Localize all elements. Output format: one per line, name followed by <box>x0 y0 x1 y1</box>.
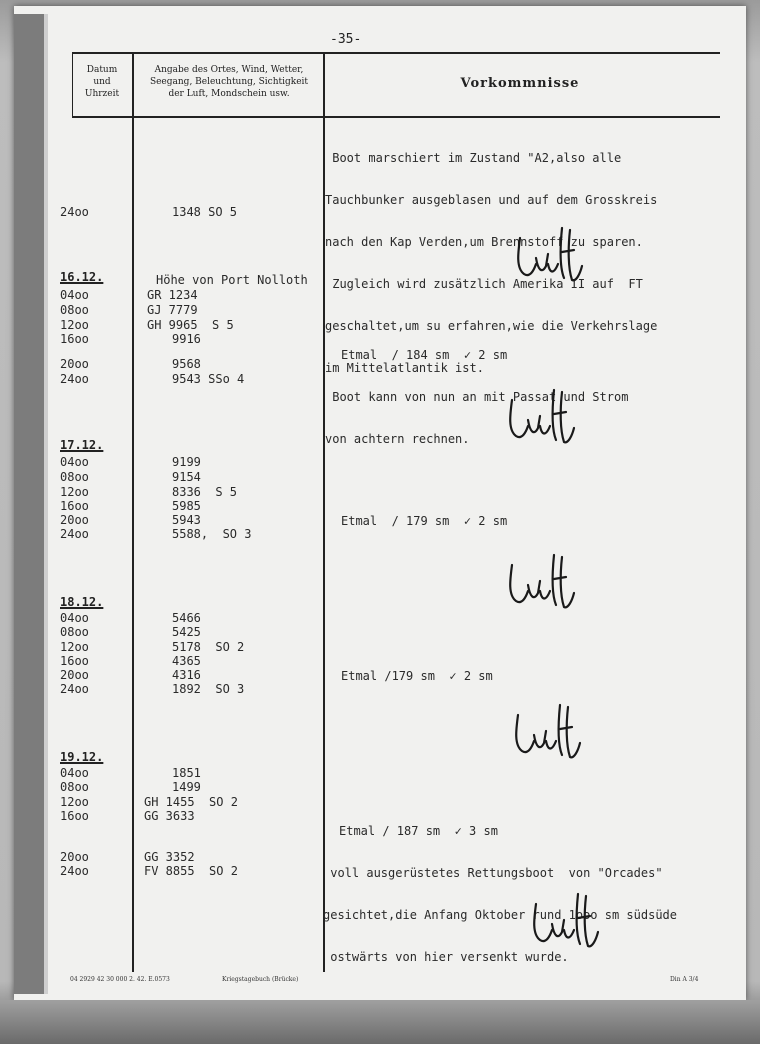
intro-line: geschaltet,um su erfahren,wie die Verkehrslage <box>325 319 658 333</box>
row-time: 08oo <box>60 625 89 639</box>
row-position: 9916 <box>172 332 201 346</box>
row-position: 1892 SO 3 <box>172 682 245 696</box>
intro-line: nach den Kap Verden,um Brennstoff zu sparen. <box>325 235 643 249</box>
row-position: 1851 <box>172 766 201 780</box>
signature-drawing <box>508 695 598 765</box>
binding-edge <box>44 14 48 994</box>
table-column-divider-1 <box>132 52 134 972</box>
table-top-rule <box>72 52 720 54</box>
row-time: 12oo <box>60 640 89 654</box>
row-time: 16oo <box>60 809 89 823</box>
day-date: 18.12. <box>60 595 104 609</box>
day-header-position: Höhe von Port Nolloth <box>156 273 308 287</box>
row-position: FV 8855 SO 2 <box>144 864 238 878</box>
intro-line: im Mittelatlantik ist. <box>325 361 484 375</box>
row-time: 20oo <box>60 850 89 864</box>
row-position: GH 9965 S 5 <box>147 318 234 332</box>
day-incidents <box>323 796 677 978</box>
row-time: 12oo <box>60 795 89 809</box>
row-position: 4316 <box>172 668 201 682</box>
row-time: 20oo <box>60 668 89 682</box>
incident-line: Etmal / 184 sm ✓ 2 sm <box>341 348 508 362</box>
row-position: 8336 S 5 <box>172 485 238 499</box>
row-position: 9154 <box>172 470 201 484</box>
row-position: GG 3633 <box>144 809 195 823</box>
incident-line: Etmal / 179 sm ✓ 2 sm <box>341 514 508 528</box>
row-time: 24oo <box>60 864 89 878</box>
table-left-rule <box>72 52 73 118</box>
day-date: 17.12. <box>60 438 104 452</box>
row-time: 08oo <box>60 780 89 794</box>
incident-line: von achtern rechnen. <box>325 432 470 446</box>
row-time: 04oo <box>60 455 89 469</box>
binding-strip <box>14 14 44 994</box>
signature-drawing <box>510 218 600 288</box>
intro-line: Boot marschiert im Zustand "A2,also alle <box>325 151 622 165</box>
row-time: 12oo <box>60 318 89 332</box>
intro-line: Tauchbunker ausgeblasen und auf dem Grosskreis <box>325 193 658 207</box>
header-col2-line1: Angabe des Ortes, Wind, Wetter, <box>154 65 304 75</box>
row-time: 16oo <box>60 332 89 346</box>
page-number: -35- <box>330 32 362 47</box>
row-position: GR 1234 <box>147 288 198 302</box>
footer-form-name: Kriegstagebuch (Brücke) <box>222 976 299 983</box>
header-col1-line3: Uhrzeit <box>84 89 120 99</box>
day-incidents <box>341 486 507 542</box>
row-position: GJ 7779 <box>147 303 198 317</box>
row-position: 9199 <box>172 455 201 469</box>
row-position: 5178 SO 2 <box>172 640 245 654</box>
row-time: 08oo <box>60 303 89 317</box>
row-position: 5588, SO 3 <box>172 527 252 541</box>
row-position: GH 1455 SO 2 <box>144 795 238 809</box>
signature-drawing <box>502 545 592 615</box>
header-col2-line3: der Luft, Mondschein usw. <box>168 89 290 99</box>
row-time: 04oo <box>60 766 89 780</box>
row-position: 9543 SSo 4 <box>172 372 245 386</box>
row-position: 5943 <box>172 513 201 527</box>
row-position: 5425 <box>172 625 201 639</box>
row-position: 9568 <box>172 357 201 371</box>
incident-line: Etmal / 187 sm ✓ 3 sm <box>339 824 498 838</box>
day-incidents <box>341 641 493 697</box>
incident-line: gesichtet,die Anfang Oktober rund 1ooo sm südsüde <box>323 908 678 922</box>
signature-drawing <box>526 884 616 954</box>
header-col2-line2: Seegang, Beleuchtung, Sichtigkeit <box>149 77 309 87</box>
row-time: 24oo <box>60 372 89 386</box>
row-time: 20oo <box>60 357 89 371</box>
incident-line: ostwärts von hier versenkt wurde. <box>323 950 569 964</box>
table-header-rule <box>72 116 720 118</box>
row-time: 04oo <box>60 288 89 302</box>
row-position: 5466 <box>172 611 201 625</box>
incident-line: Etmal /179 sm ✓ 2 sm <box>341 669 493 683</box>
header-date-time <box>74 64 130 100</box>
header-col1-line2: und <box>93 77 111 87</box>
day-date: 19.12. <box>60 750 104 764</box>
row-time: 16oo <box>60 499 89 513</box>
row-time: 24oo <box>60 682 89 696</box>
scan-bottom-edge <box>0 1000 760 1044</box>
footer-paper-size: Din A 3/4 <box>670 976 699 983</box>
footer-print-code: 04 2929 42 30 000 2. 42. E.0573 <box>70 976 170 983</box>
day-date: 16.12. <box>60 270 104 284</box>
intro-position: 1348 SO 5 <box>172 205 238 219</box>
intro-line: Zugleich wird zusätzlich Amerika II auf FT <box>325 277 643 291</box>
row-position: 4365 <box>172 654 201 668</box>
intro-time: 24oo <box>60 205 89 219</box>
row-time: 08oo <box>60 470 89 484</box>
row-time: 16oo <box>60 654 89 668</box>
header-location-weather <box>136 64 322 100</box>
header-col1-line1: Datum <box>86 65 118 75</box>
header-incidents: Vorkommnisse <box>460 76 580 91</box>
row-time: 24oo <box>60 527 89 541</box>
incident-line: Boot kann von nun an mit Passat und Strom <box>325 390 629 404</box>
incident-line: voll ausgerüstetes Rettungsboot von "Orcades" <box>323 866 663 880</box>
row-position: 1499 <box>172 780 201 794</box>
row-time: 20oo <box>60 513 89 527</box>
row-position: 5985 <box>172 499 201 513</box>
row-time: 04oo <box>60 611 89 625</box>
signature-drawing <box>502 380 592 450</box>
row-time: 12oo <box>60 485 89 499</box>
row-position: GG 3352 <box>144 850 195 864</box>
